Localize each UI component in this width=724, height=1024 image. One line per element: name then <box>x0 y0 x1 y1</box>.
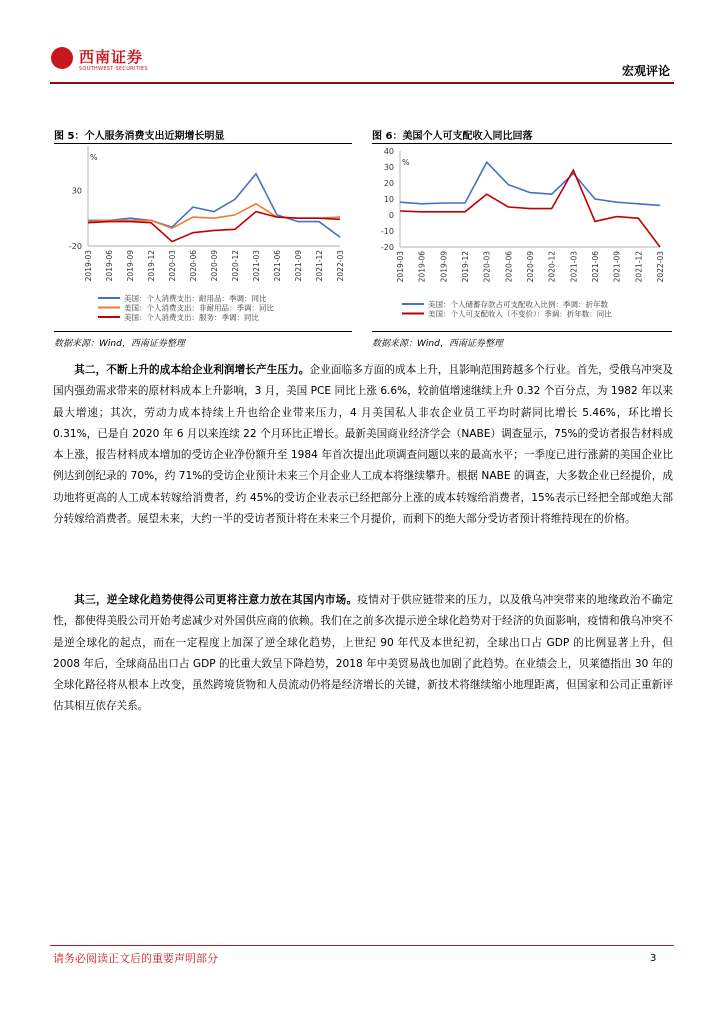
figure5-title: 图 5：个人服务消费支出近期增长明显 <box>54 131 225 142</box>
x-tick-label: 2021-09 <box>294 250 303 282</box>
y-tick-label: 20 <box>383 179 394 188</box>
x-tick-label: 2020-09 <box>526 251 535 283</box>
y-tick-label: 40 <box>383 147 394 156</box>
x-tick-label: 2019-06 <box>417 251 427 283</box>
x-tick-label: 2021-06 <box>591 251 600 283</box>
brand-name: 西南证券 <box>79 48 144 66</box>
paragraph-text: 企业面临多方面的成本上升，且影响范围跨越多个行业。首先，受俄乌冲突及国内强劲需求带来的原材料成本上升影响，3 月，美国 PCE 同比上涨 6.6%，较前值增速继续上升 0.32 个百分点，为 1982 年以来最大增速；其次，劳动力成本持续上升也给企业带来压力，4 月美国私人非农企业员工平均时薪同比增长 5.46%，环比增长 0.31%，已是自 2020 年 6 月以来连续 22 个月环比正增长。最新美国商业经济学会（NABE）调查显示，75%的受访者报告材料成本上涨，报告材料成本增加的受访企业净份额升至 1984 年首次提出此项调查问题以来的最高水平；一季度已进行涨薪的美国企业比例达到创纪录的 70%，约 71%的受访企业预计未来三个月企业人工成本将继续攀升。根据 NABE 的调查，大多数企业已经提价，成功地将更高的人工成本转嫁给消费者，约 45%的受访企业表示已经把部分上涨的成本转嫁给消费者，15%表示已经把全部或绝大部分转嫁给消费者。展望未来，大约一半的受访者预计将在未来三个月提价，而剩下的绝大部分受访者预计将维持现在的价格。 <box>53 364 674 526</box>
figure5-bottom-rule <box>54 331 352 332</box>
series-line <box>88 174 340 237</box>
x-tick-label: 2021-12 <box>634 251 644 283</box>
legend-label: 美国：个人消费支出：耐用品：季调：同比 <box>124 294 267 303</box>
y-tick-label: 0 <box>388 211 394 220</box>
x-tick-label: 2020-06 <box>504 251 514 283</box>
x-tick-label: 2022-03 <box>336 250 345 282</box>
paragraph-text: 疫情对于供应链带来的压力，以及俄乌冲突带来的地缘政治不确定性，都使得美股公司开始考虑减少对外国供应商的依赖。我们在之前多次提示逆全球化趋势对于经济的负面影响，疫情和俄乌冲突不是逆全球化的起点，而在一定程度上加深了逆全球化趋势，上世纪 90 年代及本世纪初，全球出口占 GDP 的比例显著上升，但 2008 年后，全球商品出口占 GDP 的比重大致呈下降趋势，2018 年中美贸易战也加剧了此趋势。在业绩会上，贝莱德指出 30 年的全球化路径将从根本上改变，虽然跨境货物和人员流动仍将是经济增长的关键，新技术将继续缩小地理距离，但国家和公司正重新评估其相互依存关系。 <box>53 594 673 713</box>
paragraph-cost-pressure <box>53 360 673 530</box>
x-tick-label: 2020-09 <box>210 250 219 282</box>
chart-unit-label: % <box>402 158 410 167</box>
figure6-chart <box>372 144 672 330</box>
x-tick-label: 2022-03 <box>656 251 665 283</box>
header-divider <box>50 82 674 84</box>
x-tick-label: 2021-12 <box>315 250 324 282</box>
figure6-source: 数据来源：Wind，西南证券整理 <box>372 339 503 349</box>
series-line <box>400 162 660 205</box>
y-tick-label: -20 <box>380 243 394 252</box>
x-tick-label: 2020-03 <box>482 251 492 283</box>
paragraph-lead: 其二，不断上升的成本给企业利润增长产生压力。 <box>74 364 310 376</box>
y-tick-label: 10 <box>383 195 394 204</box>
x-tick-label: 2020-06 <box>189 250 198 282</box>
legend-label: 美国：个人储蓄存款占可支配收入比例：季调：折年数 <box>428 300 608 309</box>
series-line <box>88 212 340 242</box>
figure5-chart <box>54 144 352 330</box>
y-tick-label: -10 <box>380 227 394 236</box>
x-tick-label: 2019-03 <box>84 250 93 282</box>
x-tick-label: 2019-12 <box>147 250 156 282</box>
footer-disclaimer: 请务必阅读正文后的重要声明部分 <box>53 952 218 965</box>
x-tick-label: 2019-12 <box>461 251 470 283</box>
x-tick-label: 2021-03 <box>569 251 579 283</box>
legend-label: 美国：个人消费支出：服务：季调：同比 <box>124 313 259 322</box>
x-tick-label: 2019-06 <box>105 250 114 282</box>
x-tick-label: 2020-12 <box>231 250 240 282</box>
page-number: 3 <box>650 953 657 964</box>
x-tick-label: 2021-06 <box>273 250 282 282</box>
section-label: 宏观评论 <box>621 64 670 78</box>
x-tick-label: 2019-09 <box>126 250 135 282</box>
x-tick-label: 2020-03 <box>168 250 177 282</box>
x-tick-label: 2019-03 <box>396 251 405 283</box>
legend-label: 美国：个人可支配收入（不变价）：季调：折年数：同比 <box>428 309 612 319</box>
x-tick-label: 2021-03 <box>252 250 261 282</box>
figure6-bottom-rule <box>372 331 672 332</box>
x-tick-label: 2020-12 <box>547 251 557 283</box>
x-tick-label: 2019-09 <box>439 251 449 283</box>
chart-unit-label: % <box>90 153 98 162</box>
y-tick-label: 30 <box>71 186 82 196</box>
y-tick-label: -20 <box>68 242 82 251</box>
x-tick-label: 2021-09 <box>612 251 622 283</box>
series-line <box>88 204 340 228</box>
brand-name-en: SOUTHWEST SECURITIES <box>79 66 148 72</box>
paragraph-lead: 其三，逆全球化趋势使得公司更将注意力放在其国内市场。 <box>74 594 358 606</box>
footer-divider <box>50 945 674 946</box>
y-tick-label: 30 <box>383 163 394 172</box>
figure5-source: 数据来源：Wind，西南证券整理 <box>54 339 185 349</box>
series-line <box>400 170 660 247</box>
paragraph-deglobalization <box>53 590 673 718</box>
legend-label: 美国：个人消费支出：非耐用品：季调：同比 <box>124 303 274 313</box>
figure6-title: 图 6：美国个人可支配收入同比回落 <box>372 131 533 142</box>
brand-logo-icon <box>51 47 73 69</box>
